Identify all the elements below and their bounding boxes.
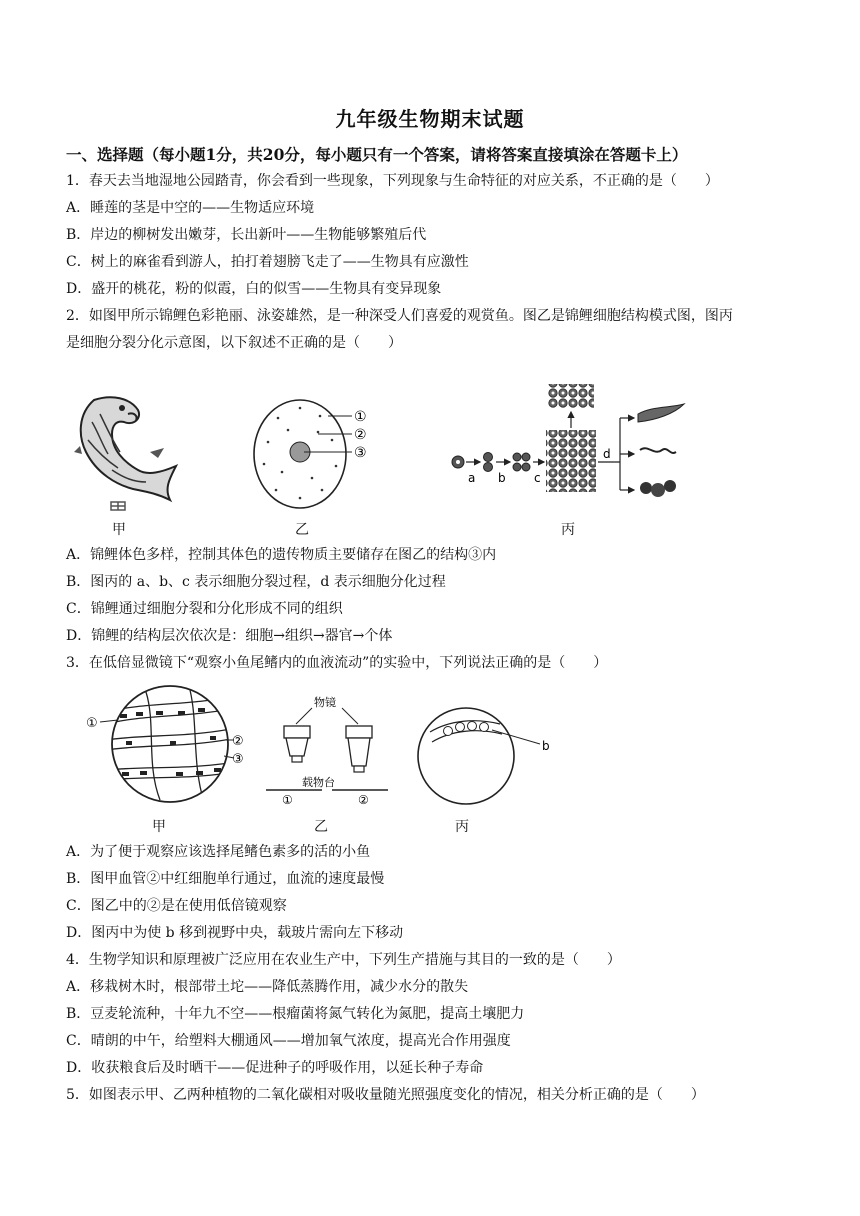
q1-option-a: A．睡莲的茎是中空的——生物适应环境 <box>66 200 315 216</box>
q3-option-c: C．图乙中的②是在使用低倍镜观察 <box>66 898 287 914</box>
q1-option-b: B．岸边的柳树发出嫩芽，长出新叶——生物能够繁殖后代 <box>66 227 427 243</box>
cell-division-figure <box>448 378 688 508</box>
lens-mark-1: ① <box>282 793 293 807</box>
lens-mark-2: ② <box>358 793 369 807</box>
b-mark: b <box>542 739 550 753</box>
fig2-caption-bing: 丙 <box>561 522 575 538</box>
lens-label: 物镜 <box>314 696 336 709</box>
q1-option-d: D．盛开的桃花，粉的似霞，白的似雪——生物具有变异现象 <box>66 281 442 297</box>
q2-option-c: C．锦鲤通过细胞分裂和分化形成不同的组织 <box>66 601 343 617</box>
q1-option-c: C．树上的麻雀看到游人，拍打着翅膀飞走了——生物具有应激性 <box>66 254 469 270</box>
q2-option-a: A．锦鲤体色多样，控制其体色的遗传物质主要储存在图乙的结构③内 <box>66 547 497 563</box>
q4-option-b: B．豆麦轮流种，十年九不空——根瘤菌将氮气转化为氮肥，提高土壤肥力 <box>66 1006 525 1022</box>
q2-option-d: D．锦鲤的结构层次依次是：细胞→组织→器官→个体 <box>66 628 393 644</box>
arrow-letter-a: a <box>468 471 476 485</box>
arrow-letter-b: b <box>498 471 506 485</box>
koi-caption-mark <box>110 500 126 512</box>
q4-option-c: C．晴朗的中午，给塑料大棚通风——增加氧气浓度，提高光合作用强度 <box>66 1033 511 1049</box>
vessel-mark-1: ① <box>86 716 98 731</box>
arrow-letter-c: c <box>534 471 541 485</box>
fig2-caption-jia: 甲 <box>112 522 126 538</box>
q2-stem-line2: 是细胞分裂分化示意图，以下叙述不正确的是（ ） <box>66 335 402 351</box>
cell-mark-1: ① <box>354 409 367 425</box>
arrow-letter-d: d <box>603 447 611 461</box>
q4-stem: 4．生物学知识和原理被广泛应用在农业生产中，下列生产措施与其目的一致的是（ ） <box>66 952 621 968</box>
fig3-caption-jia: 甲 <box>152 819 166 835</box>
cell-mark-2: ② <box>354 427 367 443</box>
q5-stem: 5．如图表示甲、乙两种植物的二氧化碳相对吸收量随光照强度变化的情况，相关分析正确的是（ ） <box>66 1087 705 1103</box>
fig3-caption-yi: 乙 <box>314 819 328 835</box>
q2-option-b: B．图丙的 a、b、c 表示细胞分裂过程，d 表示细胞分化过程 <box>66 574 446 590</box>
cell-structure-figure <box>248 394 380 516</box>
stage-label: 载物台 <box>302 776 335 789</box>
blood-vessel-figure <box>86 684 244 806</box>
q4-option-a: A．移栽树木时，根部带土坨——降低蒸腾作用，减少水分的散失 <box>66 979 469 995</box>
fig2-caption-yi: 乙 <box>295 522 309 538</box>
vessel-mark-3: ③ <box>232 752 244 767</box>
q4-option-d: D．收获粮食后及时晒干——促进种子的呼吸作用，以延长种子寿命 <box>66 1060 484 1076</box>
section-heading: 一、选择题（每小题1分，共20分，每小题只有一个答案，请将答案直接填涂在答题卡上） <box>66 145 688 164</box>
exam-title: 九年级生物期末试题 <box>335 107 525 131</box>
cell-mark-3: ③ <box>354 445 367 461</box>
fig3-caption-bing: 丙 <box>455 819 469 835</box>
q3-option-a: A．为了便于观察应该选择尾鳍色素多的活的小鱼 <box>66 844 371 860</box>
vessel-mark-2: ② <box>232 734 244 749</box>
q3-stem: 3．在低倍显微镜下“观察小鱼尾鳍内的血液流动”的实验中，下列说法正确的是（ ） <box>66 655 608 671</box>
q2-stem-line1: 2．如图甲所示锦鲤色彩艳丽、泳姿雄然，是一种深受人们喜爱的观赏鱼。图乙是锦鲤细胞结构模式图，图丙 <box>66 308 733 324</box>
koi-fish-figure <box>72 392 182 510</box>
field-of-view-figure <box>416 706 558 810</box>
q3-option-b: B．图甲血管②中红细胞单行通过，血流的速度最慢 <box>66 871 385 887</box>
q1-stem: 1．春天去当地湿地公园踏青，你会看到一些现象，下列现象与生命特征的对应关系，不正确的是（ ） <box>66 173 719 189</box>
q3-option-d: D．图丙中为使 b 移到视野中央，载玻片需向左下移动 <box>66 925 404 941</box>
objective-lens-figure <box>262 694 392 806</box>
